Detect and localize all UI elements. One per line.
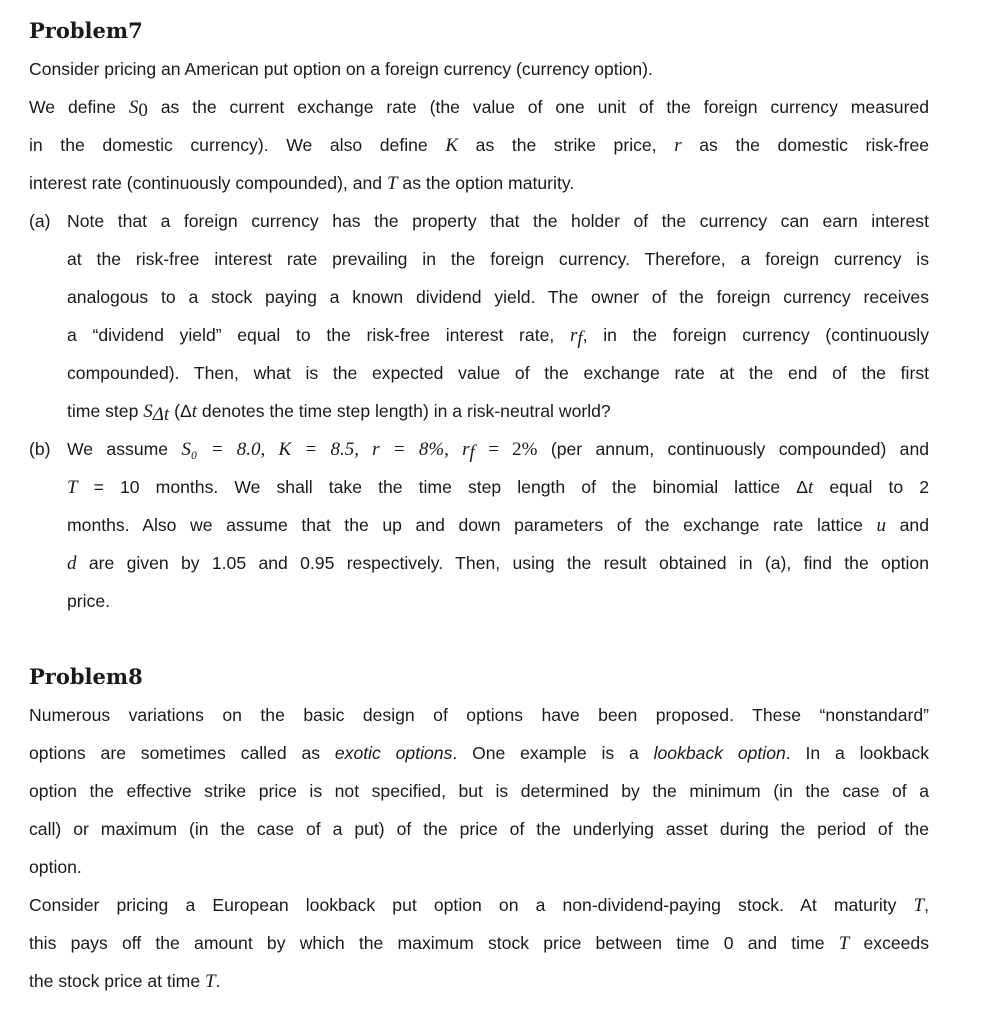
part-b-label: (b) <box>29 439 51 459</box>
problem8-line-8: the stock price at time T. <box>29 971 221 992</box>
part-a-line-5: compounded). Then, what is the expected value of the exchange rate at the end of the first <box>67 363 929 383</box>
part-b-line-2: T = 10 months. We shall take the time step length of the binomial lattice Δt equal to 2 <box>67 477 930 498</box>
problem7-intro: Consider pricing an American put option on a foreign currency (currency option). <box>29 59 653 79</box>
section-gap <box>29 620 929 658</box>
problem7-definition-line-2: in the domestic currency). We also define K as the strike price, r as the domestic risk-free <box>29 135 930 156</box>
problem7-part-b <box>29 430 929 620</box>
part-b-line-5: price. <box>67 591 111 611</box>
problem7-definition-line-1: We define $S_0$ as the current exchange rate (the value of one unit of the foreign currency measured <box>29 97 930 121</box>
problem7-title: Problem7 <box>29 18 143 43</box>
problem8-line-3: option the effective strike price is not specified, but is determined by the minimum (in the case of a <box>29 781 929 801</box>
problem8-line-5: option. <box>29 857 82 877</box>
part-a-line-1: Note that a foreign currency has the property that the holder of the currency can earn interest <box>67 211 929 231</box>
problem7-definition-line-3: interest rate (continuously compounded), and T as the option maturity. <box>29 173 575 194</box>
problem8-line-1: Numerous variations on the basic design of options have been proposed. These “nonstandard” <box>29 705 929 725</box>
part-a-label: (a) <box>29 211 51 231</box>
document-page <box>29 12 929 1000</box>
problem8-line-2: options are sometimes called as exotic options. One example is a lookback option. In a lookback <box>29 743 930 763</box>
part-a-line-3: analogous to a stock paying a known dividend yield. The owner of the foreign currency receives <box>67 287 929 307</box>
problem8-line-7: this pays off the amount by which the maximum stock price between time 0 and time T exceeds <box>29 933 930 954</box>
problem8-line-6: Consider pricing a European lookback put option on a non-dividend-paying stock. At maturity T, <box>29 895 929 916</box>
part-a-line-2: at the risk-free interest rate prevailing in the foreign currency. Therefore, a foreign currency is <box>67 249 929 269</box>
problem8-title: Problem8 <box>29 664 143 689</box>
part-a-line-4: a “dividend yield” equal to the risk-free interest rate, $r_f$, in the foreign currency (continuously <box>67 325 930 349</box>
part-a-line-6: time step $S_{\Delta t}$ (Δt denotes the time step length) in a risk-neutral world? <box>67 401 611 425</box>
part-b-line-3: months. Also we assume that the up and down parameters of the exchange rate lattice u and <box>67 515 929 536</box>
part-b-line-4: d are given by 1.05 and 0.95 respectively. Then, using the result obtained in (a), find the option <box>67 553 929 574</box>
problem8-line-4: call) or maximum (in the case of a put) of the price of the underlying asset during the period of the <box>29 819 929 839</box>
part-b-line-1: We assume S₀ = 8.0, K = 8.5, r = 8%, $r_f = 2\%$ (per annum, continuously compounded) and <box>67 439 930 463</box>
problem7-part-a <box>29 202 929 430</box>
